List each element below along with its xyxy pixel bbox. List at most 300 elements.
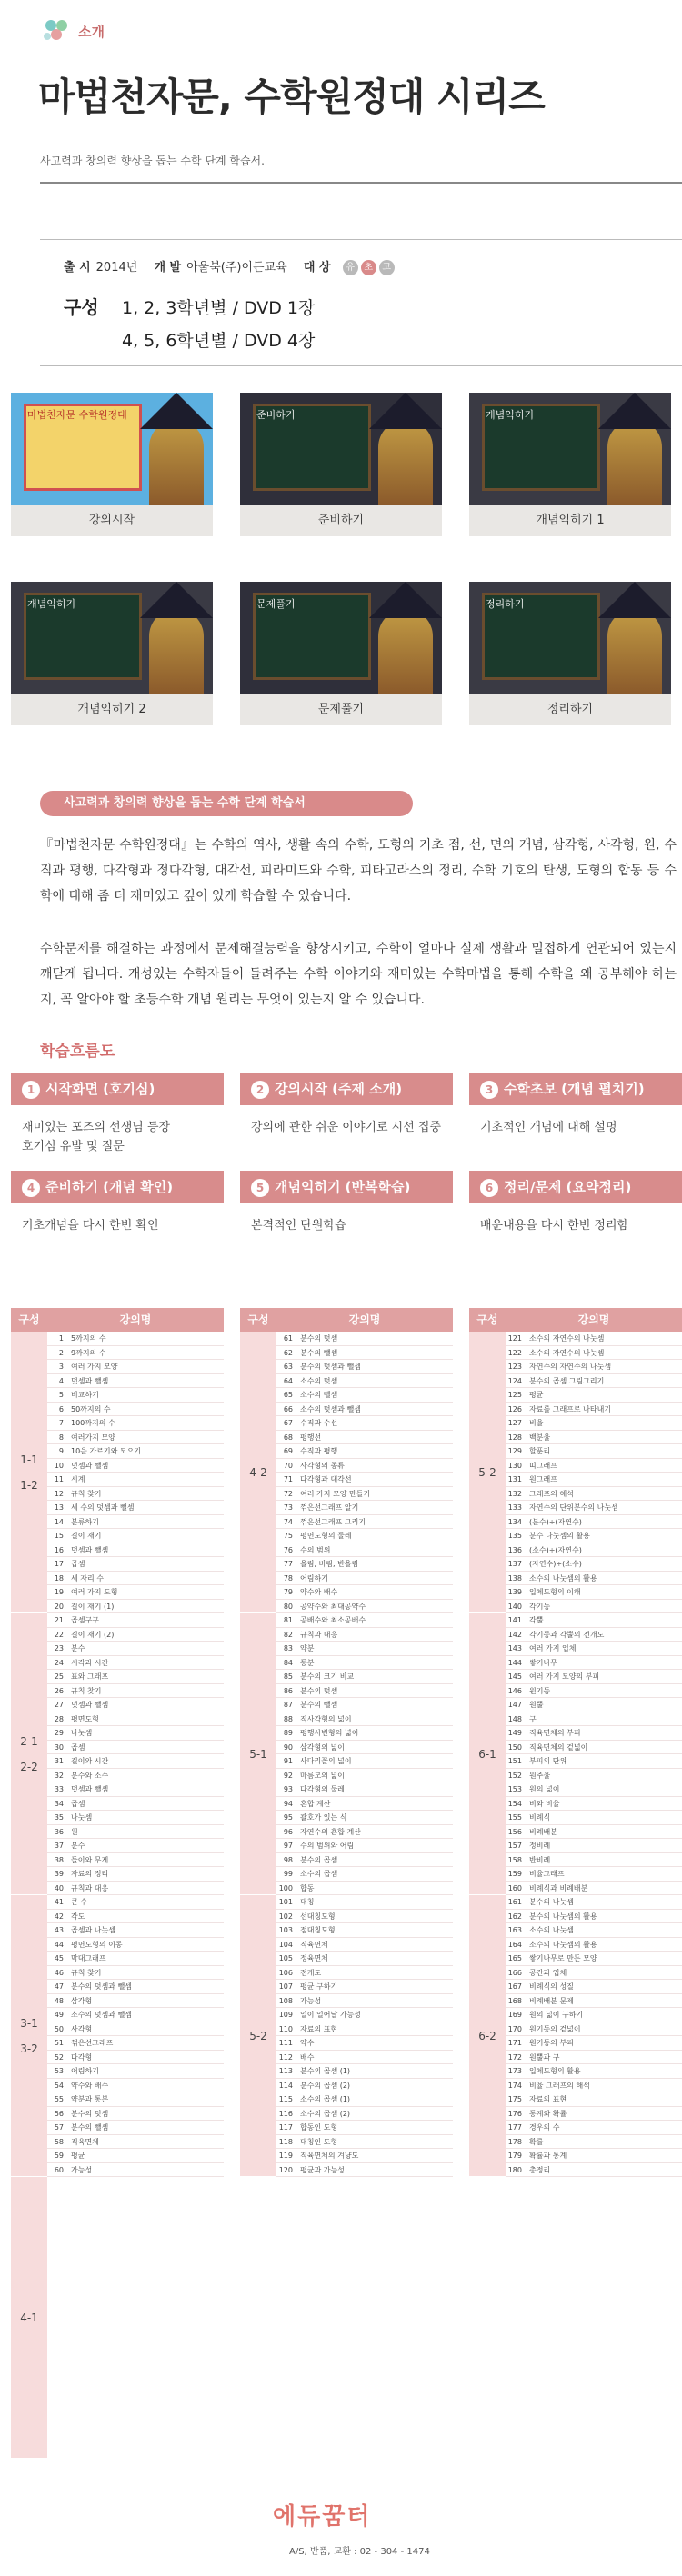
table-row: [276, 1501, 453, 1515]
lecture-title: 자연수의 단위분수의 나눗셈: [529, 1503, 618, 1512]
table-row: [506, 1712, 682, 1727]
lecture-title: 총정리: [529, 2165, 551, 2174]
lecture-number: 3: [58, 1363, 64, 1371]
step-description: 기초개념을 다시 한번 확인: [22, 1219, 159, 1233]
lecture-number: 56: [54, 2109, 64, 2118]
lecture-table: [469, 1308, 682, 2177]
lecture-title: 삼각형: [71, 1996, 93, 2005]
table-row: [276, 1797, 453, 1812]
witch-hat-icon: [140, 393, 213, 429]
lecture-title: 원뿔과 구: [529, 2052, 560, 2062]
lecture-number: 86: [283, 1686, 293, 1695]
lecture-title: 배수: [300, 2052, 315, 2062]
lecture-number: 78: [283, 1573, 293, 1583]
table-row: [276, 1882, 453, 1896]
table-row: [276, 1600, 453, 1614]
lecture-number: 119: [278, 2152, 293, 2160]
table-row: [506, 1416, 682, 1431]
lecture-title: 여러 가지 도형: [71, 1588, 118, 1596]
lecture-number: 1: [58, 1334, 64, 1343]
step-number: 4: [22, 1179, 40, 1197]
intro-paragraph: 『마법천자문 수학원정대』는 수학의 역사, 생활 속의 수학, 도형의 기초 점, 선, 면의 개념, 삼각형, 사각형, 원, 수직과 평행, 다각형과 정다각형, 대각선, 피라미드와 수학, 피타고라스의 정리, 수학 기호의 탄생, 도형의 합동 등 수학에 대해 좀 더 재미있고 깊이 있게 학습할 수 있습니다.: [40, 838, 677, 904]
lecture-number: 102: [278, 1912, 293, 1921]
lecture-number: 69: [283, 1447, 293, 1455]
lecture-title: 통분: [300, 1658, 315, 1667]
lecture-number: 66: [283, 1404, 293, 1413]
release-value: 2014년: [95, 261, 138, 275]
video-thumbnail[interactable]: [240, 393, 442, 505]
lecture-title: 일이 일어날 가능성: [300, 2011, 361, 2019]
table-row: [506, 1473, 682, 1487]
table-row: [506, 2022, 682, 2037]
lecture-title: 꺾은선그래프 그리기: [300, 1517, 366, 1526]
lecture-number: 63: [283, 1363, 293, 1371]
table-row: [276, 2149, 453, 2163]
lecture-number: 116: [278, 2109, 293, 2118]
lecture-title: 꺾은선그래프: [71, 2039, 114, 2047]
lecture-number: 143: [507, 1644, 522, 1652]
table-row: [276, 1980, 453, 1994]
table-row: [276, 1403, 453, 1417]
lecture-number: 137: [507, 1560, 522, 1568]
table-row: [47, 2064, 224, 2079]
lecture-title: 정비례: [529, 1842, 551, 1850]
lecture-number: 169: [507, 2011, 522, 2019]
table-row: [506, 1910, 682, 1924]
lecture-number: 165: [507, 1954, 522, 1962]
lecture-title: 직사각형의 넓이: [300, 1714, 352, 1723]
lecture-number: 18: [54, 1573, 64, 1583]
table-row: [47, 1938, 224, 1952]
table-row: [47, 1825, 224, 1840]
lecture-number: 60: [54, 2165, 64, 2174]
table-row: [506, 1938, 682, 1952]
lecture-title: 덧셈과 뺄셈: [71, 1376, 109, 1385]
lecture-number: 19: [54, 1588, 64, 1596]
lecture-number: 108: [278, 1996, 293, 2005]
lecture-number: 38: [54, 1855, 64, 1864]
lecture-title: 부피의 단위: [529, 1757, 567, 1765]
lecture-number: 139: [507, 1588, 522, 1596]
thumbnail-caption: 준비하기: [240, 505, 442, 536]
table-row: [276, 1726, 453, 1741]
table-header: [469, 1308, 682, 1332]
lecture-title: 100까지의 수: [71, 1419, 115, 1427]
witch-hat-icon: [369, 393, 442, 429]
table-row: [276, 1557, 453, 1572]
lecture-title: 분수: [71, 1644, 85, 1652]
lecture-title: 괄호가 있는 식: [300, 1813, 347, 1822]
thumbnail-board-text: 개념익히기: [27, 598, 76, 610]
lecture-title: 정육면체: [300, 1954, 328, 1962]
video-thumbnail[interactable]: [469, 582, 671, 694]
lecture-number: 31: [54, 1757, 64, 1765]
table-row: [276, 2022, 453, 2037]
table-row: [47, 1332, 224, 1346]
table-row: [47, 1501, 224, 1515]
lecture-title: 수직과 수선: [300, 1419, 338, 1427]
lecture-number: 33: [54, 1785, 64, 1793]
lecture-title: (소수)÷(자연수): [529, 1545, 582, 1554]
teacher-figure: [607, 609, 662, 694]
lecture-number: 177: [507, 2123, 522, 2132]
table-row: [506, 1839, 682, 1853]
table-row: [506, 1501, 682, 1515]
table-header: [240, 1308, 453, 1332]
table-row: [276, 1656, 453, 1671]
table-row: [47, 1867, 224, 1882]
table-row: [276, 1839, 453, 1853]
lecture-title: 곱셈: [71, 1799, 85, 1808]
table-row: [506, 1684, 682, 1699]
lecture-number: 167: [507, 1982, 522, 1991]
lecture-number: 15: [54, 1532, 64, 1540]
group-column: [469, 1332, 506, 2177]
flow-step: [240, 1171, 453, 1265]
lecture-number: 146: [507, 1686, 522, 1695]
table-row: [506, 2121, 682, 2135]
lecture-number: 142: [507, 1630, 522, 1639]
table-row: [276, 1853, 453, 1868]
teacher-figure: [149, 609, 204, 694]
lecture-number: 157: [507, 1842, 522, 1850]
lecture-title: 세 수의 덧셈과 뺄셈: [71, 1503, 135, 1512]
table-row: [47, 1487, 224, 1502]
thumbnail-board-text: 마법천자문 수학원정대: [27, 409, 127, 421]
lecture-title: 마름모의 넓이: [300, 1771, 345, 1780]
table-row: [47, 1416, 224, 1431]
video-thumbnail[interactable]: [11, 393, 213, 505]
lecture-number: 145: [507, 1672, 522, 1681]
lecture-title: 곱셈: [71, 1560, 85, 1568]
lecture-title: 직육면체의 겨냥도: [300, 2152, 359, 2160]
table-row: [276, 1684, 453, 1699]
lecture-number: 40: [54, 1883, 64, 1892]
table-row: [506, 1444, 682, 1459]
table-row: [506, 2149, 682, 2163]
thumbnail-caption: 개념익히기 2: [11, 694, 213, 725]
lecture-number: 120: [278, 2165, 293, 2174]
table-row: [506, 1754, 682, 1769]
table-row: [47, 1966, 224, 1981]
step-title: 강의시작 (주제 소개): [275, 1081, 403, 1097]
lecture-title: 평면도형의 이동: [71, 1940, 123, 1949]
lecture-title: 소수의 덧셈: [300, 1376, 338, 1385]
footer-info: A/S, 반품, 교환 : 02 - 304 - 1474: [289, 2547, 430, 2557]
lecture-title: 약분과 통분: [71, 2095, 109, 2103]
table-row: [506, 1923, 682, 1938]
lecture-number: 61: [283, 1334, 293, 1343]
table-row: [47, 1839, 224, 1853]
table-row: [47, 1656, 224, 1671]
target-label: 대 상: [303, 261, 331, 275]
table-row: [47, 1797, 224, 1812]
lecture-number: 81: [283, 1616, 293, 1624]
lecture-title: 10을 가르기와 모으기: [71, 1447, 142, 1455]
lecture-number: 173: [507, 2067, 522, 2075]
lecture-title: 비교하기: [71, 1391, 99, 1399]
table-row: [47, 1444, 224, 1459]
lecture-title: 분수의 곱셈: [300, 1855, 338, 1864]
lecture-number: 8: [58, 1433, 64, 1442]
lecture-number: 110: [278, 2024, 293, 2033]
lecture-number: 109: [278, 2011, 293, 2019]
lecture-title: 평균 구하기: [300, 1982, 338, 1991]
lecture-number: 174: [507, 2081, 522, 2090]
flow-step: [469, 1171, 682, 1265]
lecture-title: 그래프의 해석: [529, 1489, 574, 1498]
table-row: [47, 1698, 224, 1712]
lecture-title: 규칙 찾기: [71, 1686, 102, 1695]
lecture-title: 수의 범위: [300, 1545, 331, 1554]
lecture-number: 58: [54, 2137, 64, 2146]
lecture-number: 43: [54, 1926, 64, 1934]
table-row: [276, 1346, 453, 1361]
lecture-title: 비율: [529, 1419, 544, 1427]
step-description: 재미있는 포즈의 선생님 등장 호기심 유발 및 질문: [22, 1121, 171, 1153]
lecture-title: 띠그래프: [529, 1461, 557, 1470]
lecture-number: 164: [507, 1940, 522, 1949]
lecture-number: 45: [54, 1954, 64, 1962]
flow-step: [11, 1073, 224, 1167]
table-row: [47, 1980, 224, 1994]
lecture-title: 공배수와 최소공배수: [300, 1616, 366, 1624]
table-row: [47, 2092, 224, 2107]
composition-label: 구성: [64, 296, 99, 318]
lecture-title: 분수의 덧셈: [300, 1334, 338, 1343]
table-row: [47, 1543, 224, 1558]
lecture-number: 22: [54, 1630, 64, 1639]
grade-group: 2-1 2-2: [11, 1613, 47, 1895]
witch-hat-icon: [369, 582, 442, 618]
witch-hat-icon: [140, 582, 213, 618]
lecture-title: 자연수의 혼합 계산: [300, 1827, 361, 1836]
table-header: [11, 1308, 224, 1332]
lecture-number: 115: [278, 2095, 293, 2103]
page-subtitle: 사고력과 창의력 향상을 돕는 수학 단계 학습서.: [40, 155, 265, 167]
lecture-title: 덧셈과 뺄셈: [71, 1545, 109, 1554]
table-row: [276, 1769, 453, 1783]
lecture-number: 14: [54, 1517, 64, 1526]
lecture-number: 83: [283, 1644, 293, 1652]
lecture-title: 자료의 표현: [529, 2095, 567, 2103]
table-row: [506, 1459, 682, 1473]
lecture-title: 약분: [300, 1644, 315, 1652]
lecture-number: 5: [58, 1391, 64, 1399]
step-title: 정리/문제 (요약정리): [504, 1179, 632, 1195]
table-row: [276, 1487, 453, 1502]
lecture-number: 178: [507, 2137, 522, 2146]
info-meta: [64, 257, 395, 275]
lecture-title: 소수의 덧셈과 뺄셈: [300, 1404, 361, 1413]
lecture-title: 자료를 그래프로 나타내기: [529, 1404, 612, 1413]
lecture-title: 소수의 곱셈 (2): [300, 2109, 351, 2118]
lecture-title: 약수와 배수: [71, 2081, 109, 2090]
table-row: [506, 2008, 682, 2022]
table-row: [276, 1938, 453, 1952]
lecture-title: 약수와 배수: [300, 1588, 338, 1596]
table-row: [276, 1388, 453, 1403]
lecture-title: 대칭: [300, 1898, 315, 1906]
lecture-number: 52: [54, 2052, 64, 2062]
lecture-number: 176: [507, 2109, 522, 2118]
step-description: 기초적인 개념에 대해 설명: [480, 1121, 617, 1134]
lecture-title: 입체도형의 활용: [529, 2067, 581, 2075]
lecture-title: 다각형과 대각선: [300, 1475, 352, 1483]
lecture-number: 72: [283, 1489, 293, 1498]
lecture-number: 130: [507, 1461, 522, 1470]
table-row: [276, 2107, 453, 2122]
lecture-number: 89: [283, 1729, 293, 1737]
teacher-figure: [378, 420, 433, 505]
table-row: [506, 1642, 682, 1656]
lecture-title: 분수의 뺄셈: [300, 1348, 338, 1357]
table-row: [276, 1360, 453, 1374]
step-number: 5: [251, 1179, 269, 1197]
table-row: [47, 1600, 224, 1614]
lecture-number: 128: [507, 1433, 522, 1442]
table-row: [47, 1741, 224, 1755]
thumbnail-caption: 강의시작: [11, 505, 213, 536]
lecture-number: 80: [283, 1602, 293, 1611]
lecture-number: 71: [283, 1475, 293, 1483]
step-number: 6: [480, 1179, 498, 1197]
grade-group: 4-2: [240, 1332, 276, 1613]
lecture-title: 공간과 입체: [529, 1968, 567, 1977]
table-row: [506, 1882, 682, 1896]
lecture-title: 경우의 수: [529, 2123, 560, 2132]
lecture-number: 121: [507, 1334, 522, 1343]
video-thumbnail[interactable]: [240, 582, 442, 694]
lecture-title: 쌓기나무로 만든 모양: [529, 1954, 597, 1962]
group-column: [240, 1332, 276, 2177]
table-row: [47, 1459, 224, 1473]
lecture-title: 직육면체: [71, 2137, 99, 2146]
lecture-title: 사각형: [71, 2024, 93, 2033]
lecture-title: 다각형: [71, 2052, 93, 2062]
lecture-title: 평균: [529, 1391, 544, 1399]
lecture-title: 각뿔: [529, 1616, 544, 1624]
lecture-number: 87: [283, 1701, 293, 1709]
table-row: [506, 1670, 682, 1684]
lecture-number: 21: [54, 1616, 64, 1624]
lecture-title: 확률과 통계: [529, 2152, 567, 2160]
composition-line: 4, 5, 6학년별 / DVD 4장: [122, 331, 316, 351]
video-thumbnail[interactable]: [11, 582, 213, 694]
table-row: [276, 1642, 453, 1656]
thumbnail-caption: 정리하기: [469, 694, 671, 725]
lecture-number: 73: [283, 1503, 293, 1512]
lecture-number: 79: [283, 1588, 293, 1596]
lecture-number: 107: [278, 1982, 293, 1991]
flow-title: 학습흐름도: [40, 1043, 115, 1061]
lecture-title: 여러 가지 모양 만들기: [300, 1489, 371, 1498]
lecture-number: 98: [283, 1855, 293, 1864]
lecture-title: 분수와 소수: [71, 1771, 109, 1780]
lecture-title: 사다리꼴의 넓이: [300, 1757, 352, 1765]
lecture-title: 규칙과 대응: [300, 1630, 338, 1639]
lecture-title: 원뿔: [529, 1701, 544, 1709]
flow-step-head: [240, 1073, 453, 1105]
table-row: [506, 1769, 682, 1783]
table-row: [506, 1515, 682, 1530]
table-row: [276, 1572, 453, 1586]
lecture-title: 소수의 곱셈 (1): [300, 2095, 351, 2103]
lecture-title: 가능성: [71, 2165, 93, 2174]
table-row: [506, 1952, 682, 1966]
lecture-number: 57: [54, 2123, 64, 2132]
lecture-number: 133: [507, 1503, 522, 1512]
table-row: [276, 1698, 453, 1712]
lecture-title: 대칭인 도형: [300, 2137, 338, 2146]
table-row: [276, 1529, 453, 1543]
table-row: [276, 1811, 453, 1825]
lecture-number: 141: [507, 1616, 522, 1624]
table-row: [276, 1416, 453, 1431]
table-row: [47, 1642, 224, 1656]
table-row: [276, 1923, 453, 1938]
lecture-number: 152: [507, 1771, 522, 1780]
table-row: [276, 2064, 453, 2079]
table-row: [506, 1332, 682, 1346]
table-row: [276, 1374, 453, 1389]
table-row: [276, 1994, 453, 2009]
lecture-title: 다각형의 둘레: [300, 1785, 345, 1793]
lecture-title: 각기둥: [529, 1602, 551, 1611]
table-row: [47, 1923, 224, 1938]
lecture-title: 50까지의 수: [71, 1404, 111, 1413]
lecture-title: 반비례: [529, 1855, 551, 1864]
lecture-number: 135: [507, 1532, 522, 1540]
lecture-number: 175: [507, 2095, 522, 2103]
thumbnail-caption: 문제풀기: [240, 694, 442, 725]
video-thumbnail[interactable]: [469, 393, 671, 505]
lecture-number: 101: [278, 1898, 293, 1906]
lecture-number: 112: [278, 2052, 293, 2062]
lecture-title: 원의 넓이: [529, 1785, 560, 1793]
lecture-number: 39: [54, 1870, 64, 1878]
lecture-number: 118: [278, 2137, 293, 2146]
lecture-title: 각도: [71, 1912, 85, 1921]
table-row: [506, 1572, 682, 1586]
table-row: [506, 1543, 682, 1558]
lecture-title: 규칙 찾기: [71, 1968, 102, 1977]
flow-step: [11, 1171, 224, 1265]
table-row: [506, 1388, 682, 1403]
lecture-title: 직육면체: [300, 1940, 328, 1949]
teacher-figure: [607, 420, 662, 505]
thumbnail-caption: 개념익히기 1: [469, 505, 671, 536]
lecture-number: 62: [283, 1348, 293, 1357]
table-row: [47, 2149, 224, 2163]
table-row: [506, 1811, 682, 1825]
table-row: [276, 2036, 453, 2051]
table-row: [47, 1360, 224, 1374]
table-row: [276, 2008, 453, 2022]
lecture-number: 91: [283, 1757, 293, 1765]
table-row: [47, 1726, 224, 1741]
lecture-number: 153: [507, 1785, 522, 1793]
lecture-number: 10: [54, 1461, 64, 1470]
lecture-title: 혼합 계산: [300, 1799, 331, 1808]
table-row: [276, 2051, 453, 2065]
lecture-title: 수의 범위와 어림: [300, 1842, 355, 1850]
table-row: [47, 1529, 224, 1543]
table-row: [47, 1431, 224, 1445]
lecture-title: 평행사변형의 넓이: [300, 1729, 359, 1737]
lecture-title: 확률: [529, 2137, 544, 2146]
table-row: [506, 2163, 682, 2178]
